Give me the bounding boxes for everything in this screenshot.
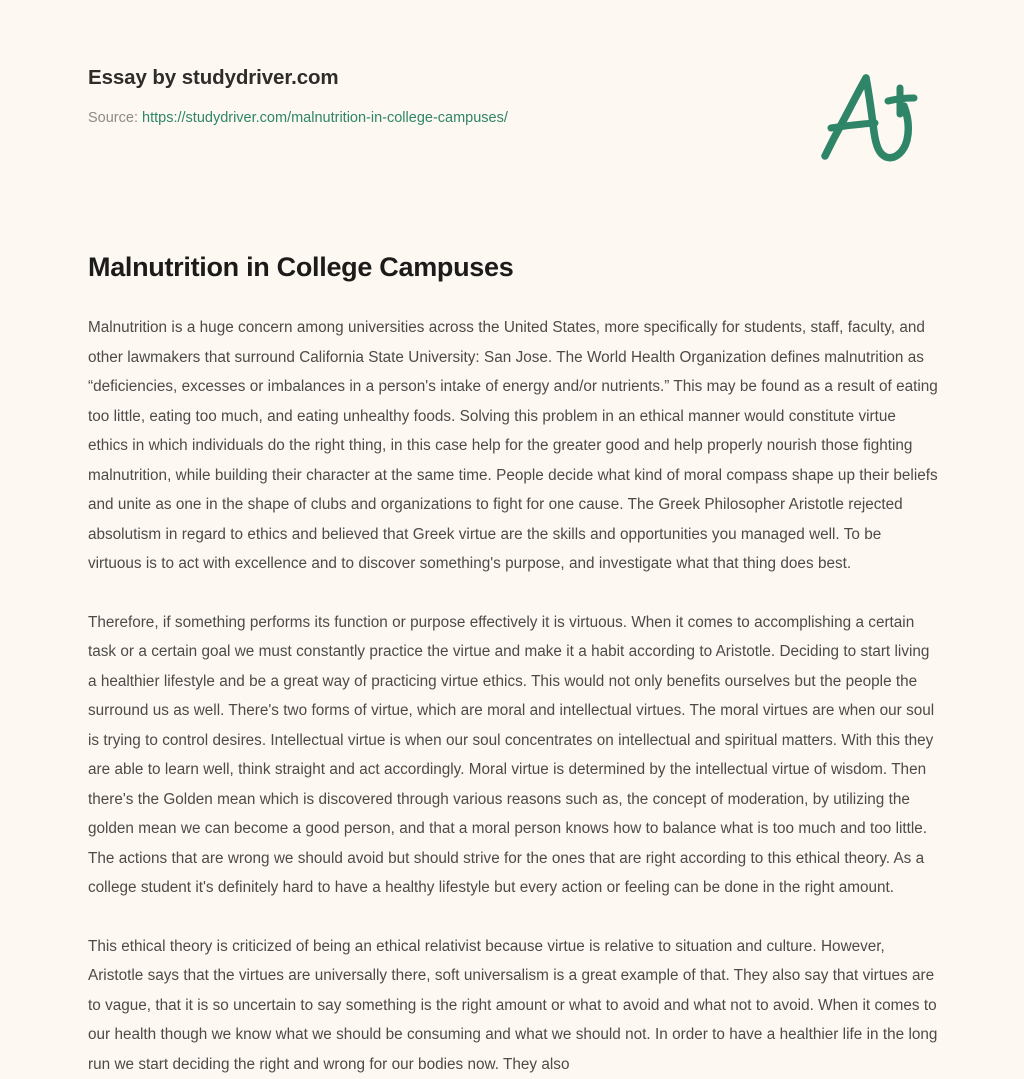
- paragraph: Therefore, if something performs its function or purpose effectively it is virtuous. When it comes to accomplishing a certain task or a certain goal we must constantly practice the virtue and make it a habit according to Aristotle. Deciding to start living a healthier lifestyle and be a great way of practicing virtue ethics. This would not only benefits ourselves but the people the surround us as well. There's two forms of virtue, which are moral and intellectual virtues. The moral virtues are when our soul is trying to control desires. Intellectual virtue is when our soul concentrates on intellectual and spiritual matters. With this they are able to learn well, think straight and act accordingly. Moral virtue is determined by the intellectual virtue of wisdom. Then there's the Golden mean which is discovered through various reasons such as, the concept of moderation, by utilizing the golden mean we can become a good person, and that a moral person knows how to balance what is too much and too little. The actions that are wrong we should avoid but should strive for the ones that are right according to this ethical theory. As a college student it's definitely hard to have a healthy lifestyle but every action or feeling can be done in the right amount.: [88, 608, 938, 903]
- paragraph: This ethical theory is criticized of being an ethical relativist because virtue is relative to situation and culture. However, Aristotle says that the virtues are universally there, soft universalism is a great example of that. They also say that virtues are to vague, that it is so uncertain to say something is the right amount or what to avoid and what not to avoid. When it comes to our health though we know what we should be consuming and what we should not. In order to have a healthier life in the long run we start deciding the right and wrong for our bodies now. They also: [88, 932, 938, 1079]
- studydriver-a-plus-logo-icon: [809, 70, 929, 165]
- paragraph: Malnutrition is a huge concern among universities across the United States, more specifically for students, staff, faculty, and other lawmakers that surround California State University: San Jose. The World Health Organization defines malnutrition as “deficiencies, excesses or imbalances in a person's intake of energy and/or nutrients.” This may be found as a result of eating too little, eating too much, and eating unhealthy foods. Solving this problem in an ethical manner would constitute virtue ethics in which individuals do the right thing, in this case help for the greater good and help properly nourish those fighting malnutrition, while building their character at the same time. People decide what kind of moral compass shape up their beliefs and unite as one in the shape of clubs and organizations to fight for one cause. The Greek Philosopher Aristotle rejected absolutism in regard to ethics and believed that Greek virtue are the skills and opportunities you managed well. To be virtuous is to act with excellence and to discover something's purpose, and investigate what that thing does best.: [88, 313, 938, 579]
- page-title: Malnutrition in College Campuses: [88, 251, 936, 285]
- source-label: Source:: [88, 110, 138, 126]
- source-url-link[interactable]: https://studydriver.com/malnutrition-in-college-campuses/: [142, 110, 508, 126]
- essay-body: [88, 313, 938, 1079]
- essay-byline: Essay by studydriver.com: [88, 66, 936, 91]
